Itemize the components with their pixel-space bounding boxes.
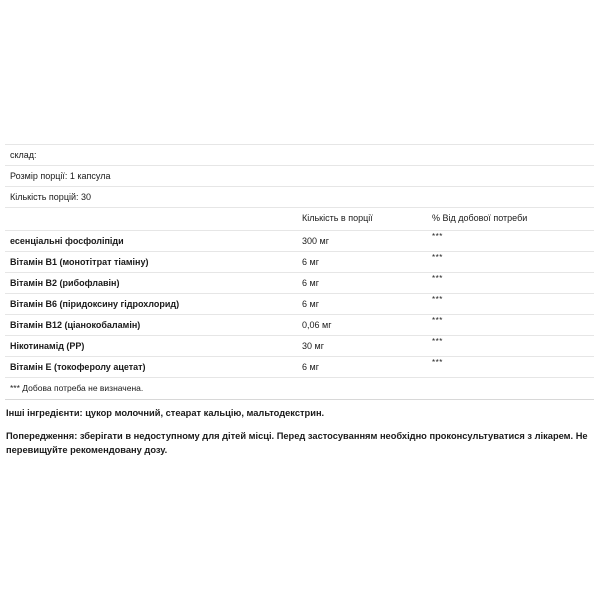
nutrient-amount: 30 мг [297, 336, 427, 357]
other-ingredients: Інші інгредієнти: цукор молочний, стеарат кальцію, мальтодекстрин. [6, 408, 325, 418]
nutrient-name: есенціальні фосфоліпіди [5, 231, 297, 252]
nutrient-name: Вітамін В1 (монотітрат тіаміну) [5, 252, 297, 273]
footnote-row [5, 378, 594, 400]
nutrient-name: Нікотинамід (PP) [5, 336, 297, 357]
serving-size-row [5, 166, 594, 187]
table-row [5, 273, 594, 294]
nutrient-amount: 6 мг [297, 252, 427, 273]
table-row [5, 231, 594, 252]
table-row [5, 336, 594, 357]
table-row [5, 294, 594, 315]
warning-text: Попередження: зберігати в недоступному для дітей місці. Перед застосуванням необхідно проконсультуватися з лікарем. Не перевищуйте рекомендовану дозу. [6, 431, 588, 455]
serving-size: Розмір порції: 1 капсула [5, 166, 594, 187]
table-row [5, 315, 594, 336]
nutrient-daily-value: *** [427, 336, 594, 357]
composition-label: склад: [5, 145, 594, 166]
servings-count-row [5, 187, 594, 208]
nutrient-daily-value: *** [427, 231, 594, 252]
table-row [5, 357, 594, 378]
servings-count: Кількість порцій: 30 [5, 187, 594, 208]
nutrient-name: Вітамін В6 (піридоксину гідрохлорид) [5, 294, 297, 315]
composition-row [5, 145, 594, 166]
nutrient-daily-value: *** [427, 273, 594, 294]
daily-value-column-header: % Від добової потреби [427, 208, 594, 231]
supplement-facts-table [5, 144, 594, 400]
nutrient-name: Вітамін В2 (рибофлавін) [5, 273, 297, 294]
table-row [5, 252, 594, 273]
nutrient-daily-value: *** [427, 252, 594, 273]
nutrient-daily-value: *** [427, 315, 594, 336]
nutrient-name: Вітамін Е (токоферолу ацетат) [5, 357, 297, 378]
nutrient-amount: 0,06 мг [297, 315, 427, 336]
nutrient-amount: 6 мг [297, 273, 427, 294]
nutrient-amount: 6 мг [297, 294, 427, 315]
nutrient-amount: 6 мг [297, 357, 427, 378]
column-header-row [5, 208, 594, 231]
header-empty-cell [5, 208, 297, 231]
nutrient-name: Вітамін В12 (ціанокобаламін) [5, 315, 297, 336]
nutrient-daily-value: *** [427, 294, 594, 315]
amount-column-header: Кількість в порції [297, 208, 427, 231]
footnote: *** Добова потреба не визначена. [5, 378, 594, 400]
nutrient-daily-value: *** [427, 357, 594, 378]
nutrient-amount: 300 мг [297, 231, 427, 252]
